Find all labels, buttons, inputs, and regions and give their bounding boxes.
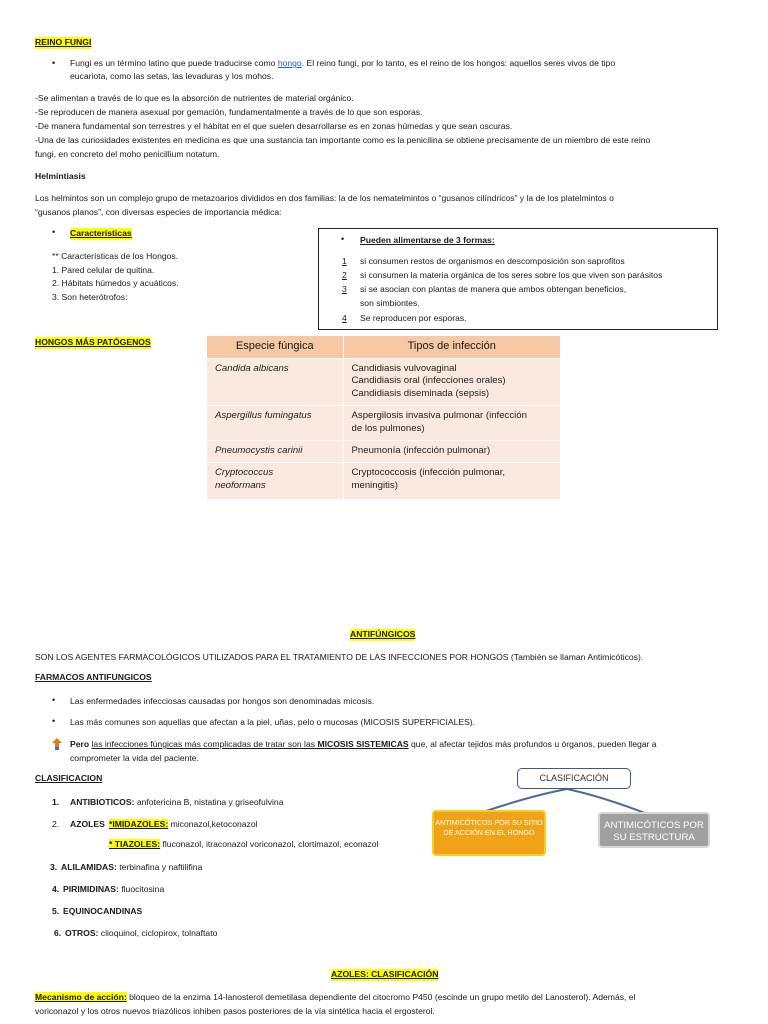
reino-line: -De manera fundamental son terrestres y el hábitat en el que suelen desarrollarse es en zonas húmedas y que sean oscuras. bbox=[35, 121, 513, 131]
reino-line: -Una de las curiosidades existentes en medicina es que una sustancia tan importante como es la penicilina se obtiene precisamente de un miembro de este reino bbox=[35, 135, 651, 145]
diagram-node-estructura: ANTIMICÓTICOS POR SU ESTRUCTURA bbox=[598, 812, 710, 848]
helmintiasis-line1: Los helmintos son un complejo grupo de metazoarios divididos en dos familias: la de los nematelmintos o “gusanos cilíndricos” y la de los platelmintos o bbox=[35, 193, 614, 203]
helmintiasis-heading: Helmintiasis bbox=[35, 171, 86, 181]
reino-text: Fungi es un término latino que puede traducirse como bbox=[70, 58, 278, 68]
column-header: Especie fúngica bbox=[207, 336, 343, 358]
micosis-sistemicas: MICOSIS SISTEMICAS bbox=[317, 739, 409, 749]
caracteristica-item: 3. Son heterótrofos: bbox=[52, 292, 128, 302]
arrow-bullet-icon bbox=[52, 738, 62, 750]
bullet: • bbox=[52, 695, 56, 705]
clas-item: ALILAMIDAS: terbinafina y naftilifina bbox=[61, 862, 203, 872]
mecanismo-line2: voriconazol y los otros nuevos triazólicos inhiben pasos posteriores de la vía sintética hacia el ergosterol. bbox=[35, 1006, 435, 1016]
clas-num: 5. bbox=[52, 906, 60, 916]
helmintiasis-line2: “gusanos planos”, con diversas especies de importancia médica: bbox=[35, 207, 282, 217]
forma-text: Se reproducen por esporas. bbox=[360, 313, 467, 323]
table-row bbox=[207, 441, 561, 463]
reino-paragraph-line2: eucariota, como las setas, las levaduras y los mohos. bbox=[70, 71, 274, 81]
clas-item: OTROS: clioquinol, ciclopirox, tolnaftato bbox=[65, 928, 218, 938]
pero-line1 bbox=[70, 739, 657, 751]
forma-text: si consumen restos de organismos en descomposición son saprofitos bbox=[360, 256, 625, 266]
bullet: • bbox=[52, 58, 56, 68]
caracteristicas-heading: Características bbox=[70, 228, 132, 238]
table-header-row bbox=[207, 336, 561, 358]
table-row bbox=[207, 358, 561, 406]
bullet: • bbox=[52, 227, 56, 237]
clas-item: PIRIMIDINAS: fluocitosina bbox=[63, 884, 165, 894]
clas-item: ANTIBIOTICOS: anfotericina B, nistatina y griseofulvina bbox=[70, 797, 284, 807]
patogenos-heading: HONGOS MÁS PATÓGENOS bbox=[35, 337, 151, 347]
farmacos-heading: FARMACOS ANTIFUNGICOS bbox=[35, 672, 152, 682]
patogenos-table bbox=[207, 336, 561, 499]
forma-text: si se asocian con plantas de manera que ambos obtengan beneficios, bbox=[360, 284, 627, 294]
clas-num: 3. bbox=[50, 862, 58, 872]
reino-line: -Se alimentan a través de lo que es la absorción de nutrientes de material orgánico. bbox=[35, 93, 354, 103]
reino-fungi-heading: REINO FUNGI bbox=[35, 37, 92, 47]
pero-word: Pero bbox=[70, 739, 92, 749]
antifungicos-definition bbox=[35, 652, 643, 664]
infection-cell: Cryptococcosis (infección pulmonar, meningitis) bbox=[343, 463, 561, 499]
clas-num: 2. bbox=[52, 819, 60, 829]
column-header: Tipos de infección bbox=[343, 336, 561, 358]
reino-text-after: . El reino fungi, por lo tanto, es el reino de los hongos: aquellos seres vivos de tipo bbox=[301, 58, 616, 68]
pero-underlined: las infecciones fúngicas más complicadas de tratar son las bbox=[91, 739, 318, 749]
diagram-node-sitio-accion: ANTIMICÓTICOS POR SU SITIO DE ACCIÓN EN EL HONGO bbox=[432, 810, 546, 856]
antifungicos-heading: ANTIFÚNGICOS bbox=[350, 629, 416, 639]
caracteristica-item: 1. Pared celular de quitina. bbox=[52, 265, 155, 275]
table-row bbox=[207, 463, 561, 499]
table-row bbox=[207, 406, 561, 441]
clas-item: EQUINOCANDINAS bbox=[63, 906, 143, 916]
clasificacion-heading: CLASIFICACION bbox=[35, 773, 103, 783]
forma-num: 3 bbox=[342, 284, 347, 294]
clas-subitem: * TIAZOLES: fluconazol, itraconazol voriconazol, clortimazol, econazol bbox=[109, 839, 379, 849]
forma-text: son simbiontes. bbox=[360, 298, 420, 308]
caracteristica-item: 2. Hábitats húmedos y acuáticos. bbox=[52, 278, 179, 288]
infection-cell: Aspergilosis invasiva pulmonar (infección de los pulmones) bbox=[343, 406, 561, 441]
bullet: • bbox=[52, 716, 56, 726]
farmacos-bullet: Las enfermedades infecciosas causadas por hongos son denominadas micosis. bbox=[70, 696, 375, 706]
azoles-heading: AZOLES: CLASIFICACIÓN bbox=[331, 969, 439, 979]
forma-text: si consumen la materia orgánica de los seres sobre los que viven son parásitos bbox=[360, 270, 663, 280]
mecanismo-line1: Mecanismo de acción: bloqueo de la enzima 14-lanosterol demetilasa dependiente del citocromo P450 (escinde un grupo metilo del Lanosterol). Además, el bbox=[35, 992, 636, 1002]
forma-num: 2 bbox=[342, 270, 347, 280]
clas-subitem: *IMIDAZOLES: miconazol,ketoconazol bbox=[109, 819, 258, 829]
reino-line: -Se reproducen de manera asexual por gemación, fundamentalmente a través de lo que son esporas. bbox=[35, 107, 423, 117]
species-cell: Candida albicans bbox=[207, 358, 343, 406]
reino-line: fungi, en concreto del moho penicillium notatum. bbox=[35, 149, 220, 159]
forma-num: 4 bbox=[342, 313, 347, 323]
clas-num: 4. bbox=[52, 884, 60, 894]
caracteristicas-intro: ** Características de los Hongos. bbox=[52, 251, 179, 261]
species-cell: Cryptococcus neoformans bbox=[207, 463, 343, 499]
clas-num: 1. bbox=[52, 797, 60, 807]
species-cell: Aspergillus fumingatus bbox=[207, 406, 343, 441]
bullet: • bbox=[341, 234, 345, 244]
formas-heading: Pueden alimentarse de 3 formas: bbox=[360, 235, 495, 245]
diagram-root-node: CLASIFICACIÓN bbox=[517, 768, 631, 789]
reino-paragraph-line1 bbox=[70, 58, 615, 70]
farmacos-bullet: Las más comunes son aquellas que afectan a la piel, uñas, pelo o mucosas (MICOSIS SUPERFICIALES). bbox=[70, 717, 476, 727]
infection-cell: Pneumonía (infección pulmonar) bbox=[343, 441, 561, 463]
species-cell: Pneumocystis carinii bbox=[207, 441, 343, 463]
pero-rest: que, al afectar tejidos más profundos u órganos, pueden llegar a bbox=[408, 739, 657, 749]
clas-item: AZOLES bbox=[70, 819, 105, 829]
forma-num: 1 bbox=[342, 256, 347, 266]
clas-num: 6. bbox=[54, 928, 62, 938]
hongo-link[interactable]: hongo bbox=[277, 58, 302, 68]
definition-caps: SON LOS AGENTES FARMACOLÓGICOS UTILIZADOS PARA EL TRATAMIENTO DE LAS INFECCIONES POR HONGOS bbox=[35, 652, 509, 662]
infection-cell: Candidiasis vulvovaginal Candidiasis oral (infecciones orales) Candidiasis diseminada (sepsis) bbox=[343, 358, 561, 406]
pero-line2: comprometer la vida del paciente. bbox=[70, 753, 199, 763]
definition-rest: (También se llaman Antimicóticos). bbox=[508, 652, 644, 662]
